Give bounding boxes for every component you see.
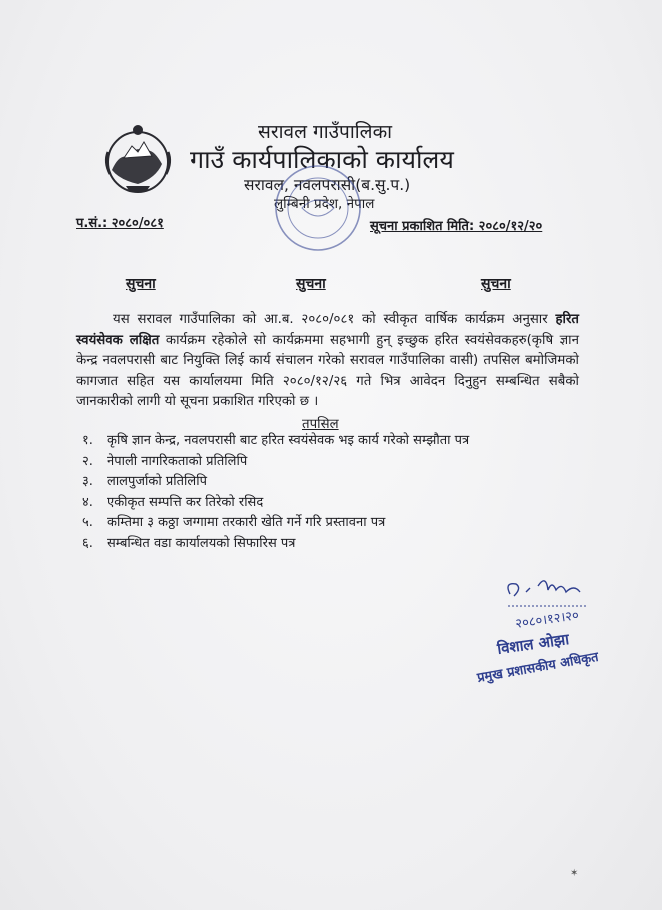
body-intro: यस सरावल गाउँपालिका को आ.ब. २०८०/०८१ को स्वीकृत वार्षिक कार्यक्रम अनुसार — [113, 312, 548, 327]
signatory-name: विशाल ओझा — [496, 630, 571, 658]
list-item: ३. लालपुर्जाको प्रतिलिपि — [82, 474, 207, 490]
list-item: ६. सम्बन्धित वडा कार्यालयको सिफारिस पत्र — [82, 535, 296, 551]
province-line: लुम्बिनी प्रदेश, नेपाल — [274, 196, 375, 212]
tapsil-heading: तपसिल — [302, 417, 339, 432]
list-item: ५. कम्तिमा ३ कठ्ठा जग्गामा तरकारी खेति गर्ने गरि प्रस्तावना पत्र — [82, 515, 386, 531]
notice-title-left: सुचना — [126, 276, 156, 292]
office-name: गाउँ कार्यपालिकाको कार्यालय — [190, 145, 454, 174]
body-bold-term: हरित स्वयंसेवक लक्षित — [76, 312, 579, 348]
signature-date: २०८०।१२।२० — [514, 608, 580, 632]
municipality-name: सरावल गाउँपालिका — [258, 121, 393, 143]
body-rest: कार्यक्रम रहेकोले सो कार्यक्रममा सहभागी हुन् इच्छुक हरित स्वयंसेवकहरु(कृषि ज्ञान केन्द्र नवलपरासी बाट नियुक्ति लिई कार्य संचालन गरेको सरावल गाउँपालिका वासी) तपसिल बमोजिमको कागजात सहित यस कार्यालयमा मिति २०८०/१२/२६ गते भित्र आवेदन दिनुहुन सम्बन्धित सबैको जानकारीको लागी यो सूचना प्रकाशित गरिएको छ । — [76, 332, 579, 409]
office-stamp-icon — [272, 162, 364, 254]
documents-list — [82, 431, 469, 555]
notice-title-center: सुचना — [296, 276, 326, 292]
list-item: १. कृषि ज्ञान केन्द्र, नवलपरासी बाट हरित स्वयंसेवक भइ कार्य गरेको सम्झौता पत्र — [82, 433, 470, 448]
publish-date: सूचना प्रकाशित मिति: २०८०/१२/२० — [370, 219, 543, 234]
office-address: सरावल, नवलपरासी(ब.सु.प.) — [244, 176, 411, 194]
list-item: ४. एकीकृत सम्पत्ति कर तिरेको रसिद — [82, 494, 264, 510]
signatory-title: प्रमुख प्रशासकीय अधिकृत — [476, 649, 600, 686]
reference-number: प.सं.: २०८०/०८१ — [76, 216, 164, 231]
list-item: २. नेपाली नागरिकताको प्रतिलिपि — [82, 453, 248, 469]
notice-body — [76, 310, 579, 413]
corner-mark: ✶ — [570, 868, 579, 879]
notice-title-right: सुचना — [481, 276, 511, 292]
nepal-emblem-icon — [100, 122, 176, 198]
signature-block — [468, 572, 638, 692]
